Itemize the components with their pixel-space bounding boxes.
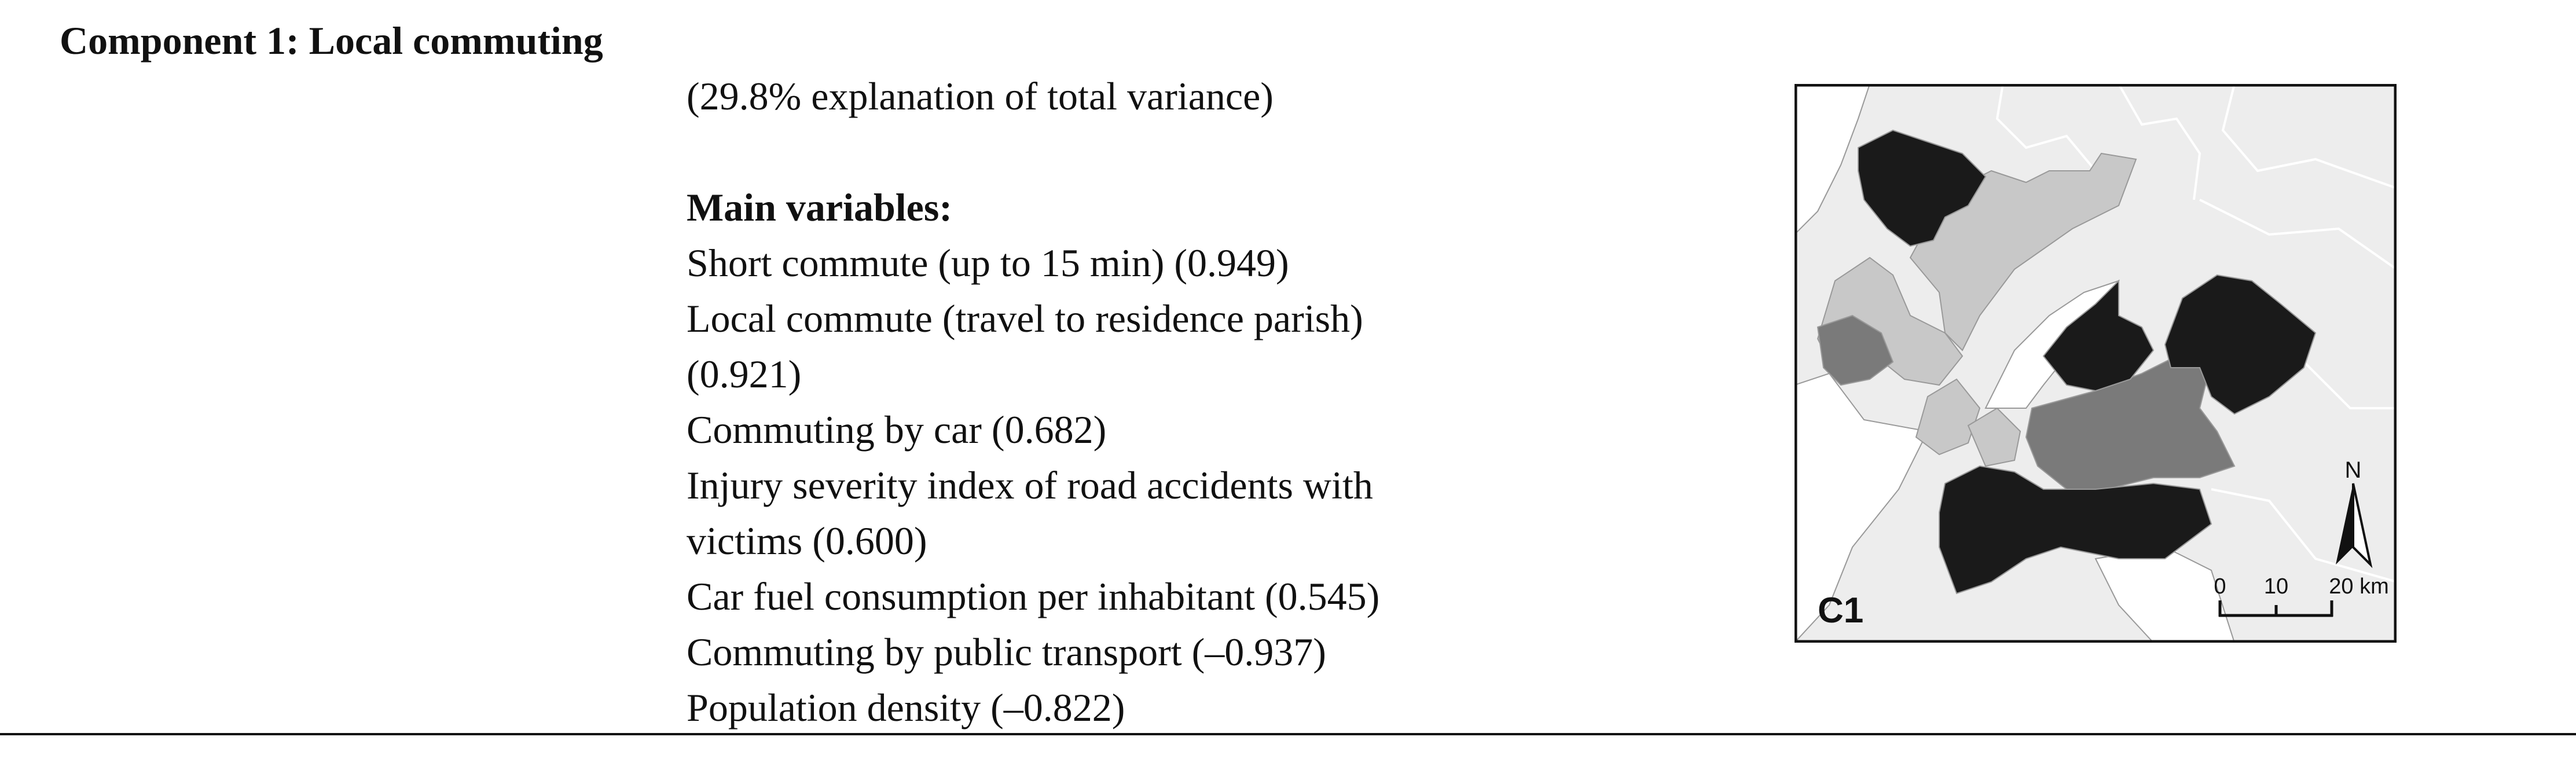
choropleth-map — [1795, 84, 2397, 643]
variable-line: Short commute (up to 15 min) (0.949) — [687, 241, 1289, 285]
variable-line: (0.921) — [687, 352, 802, 396]
variance-note: (29.8% explanation of total variance) — [687, 74, 1274, 118]
variable-line: victims (0.600) — [687, 519, 927, 563]
table-bottom-rule — [0, 733, 2576, 735]
variable-line: Population density (–0.822) — [687, 686, 1125, 730]
north-label: N — [2344, 457, 2362, 483]
component-description — [687, 68, 1647, 735]
scale-label-10: 10 — [2263, 574, 2289, 599]
map-panel-label: C1 — [1818, 591, 1864, 631]
spacer — [687, 124, 1647, 179]
scale-label-0: 0 — [2214, 574, 2226, 599]
variable-line: Commuting by public transport (–0.937) — [687, 630, 1326, 674]
variable-line: Injury severity index of road accidents with — [687, 463, 1373, 507]
variable-line: Commuting by car (0.682) — [687, 408, 1107, 452]
main-variables-title: Main variables: — [687, 185, 952, 229]
scale-label-20: 20 km — [2329, 574, 2389, 599]
component-heading: Component 1: Local commuting — [60, 19, 603, 63]
variable-line: Car fuel consumption per inhabitant (0.545) — [687, 574, 1380, 618]
variable-line: Local commute (travel to residence parish) — [687, 296, 1363, 340]
